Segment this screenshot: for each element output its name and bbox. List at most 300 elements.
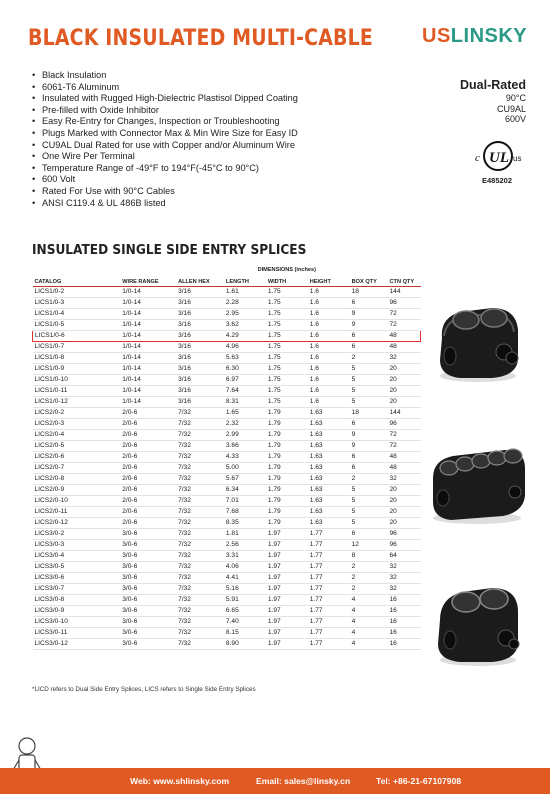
col-dimensions: DIMENSIONS (inches)	[257, 267, 316, 273]
logo-us: US	[422, 25, 451, 47]
allen-hex-cell: 3/16	[176, 286, 224, 297]
allen-hex-cell: 7/32	[176, 517, 224, 528]
length-cell: 5.16	[224, 583, 266, 594]
table-row	[33, 330, 421, 341]
feature-item: • Black Insulation	[32, 70, 298, 82]
table-row	[33, 473, 421, 484]
table-row	[33, 341, 421, 352]
length-cell: 1.61	[224, 286, 266, 297]
height-cell: 1.6	[308, 396, 350, 407]
catalog-cell: LICS1/0-3	[33, 297, 121, 308]
allen-hex-cell: 7/32	[176, 407, 224, 418]
ctn-qty-cell: 32	[388, 572, 421, 583]
width-cell: 1.97	[266, 539, 308, 550]
table-row	[33, 517, 421, 528]
wire-range-cell: 2/0-6	[120, 473, 176, 484]
height-cell: 1.77	[308, 572, 350, 583]
height-cell: 1.77	[308, 550, 350, 561]
ctn-qty-cell: 96	[388, 528, 421, 539]
width-cell: 1.75	[266, 396, 308, 407]
col-box-qty: BOX QTY	[350, 262, 388, 286]
table-title: INSULATED SINGLE SIDE ENTRY SPLICES	[32, 242, 307, 258]
wire-range-cell: 1/0-14	[120, 286, 176, 297]
table-row	[33, 638, 421, 649]
length-cell: 3.66	[224, 440, 266, 451]
wire-range-cell: 1/0-14	[120, 352, 176, 363]
footer-web[interactable]: Web: www.shlinsky.com	[130, 776, 230, 786]
allen-hex-cell: 3/16	[176, 385, 224, 396]
wire-range-cell: 1/0-14	[120, 385, 176, 396]
catalog-cell: LICS3/0-8	[33, 594, 121, 605]
width-cell: 1.97	[266, 583, 308, 594]
box-qty-cell: 4	[350, 638, 388, 649]
table-row	[33, 506, 421, 517]
box-qty-cell: 5	[350, 396, 388, 407]
wire-range-cell: 2/0-6	[120, 418, 176, 429]
wire-range-cell: 2/0-6	[120, 451, 176, 462]
ctn-qty-cell: 48	[388, 341, 421, 352]
table-row	[33, 550, 421, 561]
height-cell: 1.63	[308, 517, 350, 528]
table-row	[33, 605, 421, 616]
table-row	[33, 462, 421, 473]
feature-item: • 6061-T6 Aluminum	[32, 82, 298, 94]
feature-item: • CU9AL Dual Rated for use with Copper and/or Aluminum Wire	[32, 140, 298, 152]
length-cell: 7.40	[224, 616, 266, 627]
rating-head: Dual-Rated	[460, 78, 526, 92]
box-qty-cell: 6	[350, 462, 388, 473]
table-row	[33, 616, 421, 627]
height-cell: 1.77	[308, 638, 350, 649]
height-cell: 1.63	[308, 407, 350, 418]
catalog-cell: LICS2/0-10	[33, 495, 121, 506]
allen-hex-cell: 7/32	[176, 473, 224, 484]
box-qty-cell: 6	[350, 297, 388, 308]
ctn-qty-cell: 20	[388, 506, 421, 517]
catalog-cell: LICS2/0-11	[33, 506, 121, 517]
box-qty-cell: 2	[350, 352, 388, 363]
catalog-cell: LICS3/0-6	[33, 572, 121, 583]
height-cell: 1.77	[308, 561, 350, 572]
box-qty-cell: 2	[350, 583, 388, 594]
wire-range-cell: 3/0-6	[120, 561, 176, 572]
ctn-qty-cell: 144	[388, 407, 421, 418]
wire-range-cell: 2/0-6	[120, 517, 176, 528]
splice-table-body	[33, 286, 421, 649]
height-cell: 1.63	[308, 484, 350, 495]
allen-hex-cell: 7/32	[176, 550, 224, 561]
width-cell: 1.97	[266, 627, 308, 638]
ctn-qty-cell: 48	[388, 462, 421, 473]
catalog-cell: LICS2/0-9	[33, 484, 121, 495]
box-qty-cell: 5	[350, 517, 388, 528]
allen-hex-cell: 7/32	[176, 605, 224, 616]
ctn-qty-cell: 96	[388, 297, 421, 308]
allen-hex-cell: 7/32	[176, 418, 224, 429]
width-cell: 1.79	[266, 495, 308, 506]
ctn-qty-cell: 72	[388, 429, 421, 440]
width-cell: 1.75	[266, 297, 308, 308]
ctn-qty-cell: 72	[388, 308, 421, 319]
allen-hex-cell: 7/32	[176, 539, 224, 550]
table-row	[33, 451, 421, 462]
length-cell: 6.34	[224, 484, 266, 495]
catalog-cell: LICS1/0-10	[33, 374, 121, 385]
height-cell: 1.63	[308, 451, 350, 462]
feature-item: • Easy Re-Entry for Changes, Inspection or Troubleshooting	[32, 116, 298, 128]
allen-hex-cell: 7/32	[176, 528, 224, 539]
width-cell: 1.75	[266, 352, 308, 363]
box-qty-cell: 4	[350, 594, 388, 605]
wire-range-cell: 1/0-14	[120, 319, 176, 330]
wire-range-cell: 2/0-6	[120, 462, 176, 473]
ctn-qty-cell: 96	[388, 539, 421, 550]
rating-alloy: CU9AL	[496, 103, 526, 114]
feature-item: • Temperature Range of -49°F to 194°F(-45°C to 90°C)	[32, 163, 298, 175]
logo-rest: LINSKY	[450, 25, 528, 47]
table-row	[33, 594, 421, 605]
box-qty-cell: 5	[350, 484, 388, 495]
allen-hex-cell: 3/16	[176, 330, 224, 341]
box-qty-cell: 5	[350, 495, 388, 506]
width-cell: 1.79	[266, 429, 308, 440]
length-cell: 8.35	[224, 517, 266, 528]
table-row	[33, 418, 421, 429]
wire-range-cell: 1/0-14	[120, 308, 176, 319]
length-cell: 7.64	[224, 385, 266, 396]
allen-hex-cell: 7/32	[176, 583, 224, 594]
catalog-cell: LICS2/0-6	[33, 451, 121, 462]
catalog-cell: LICS1/0-4	[33, 308, 121, 319]
height-cell: 1.77	[308, 605, 350, 616]
col-allen-hex: ALLEN HEX	[176, 262, 224, 286]
ctn-qty-cell: 144	[388, 286, 421, 297]
page-title: BLACK INSULATED MULTI-CABLE	[28, 26, 373, 51]
length-cell: 8.31	[224, 396, 266, 407]
table-row	[33, 374, 421, 385]
height-cell: 1.6	[308, 297, 350, 308]
length-cell: 4.33	[224, 451, 266, 462]
height-cell: 1.6	[308, 385, 350, 396]
width-cell: 1.79	[266, 506, 308, 517]
feature-item: • ANSI C119.4 & UL 486B listed	[32, 198, 298, 210]
width-cell: 1.79	[266, 451, 308, 462]
box-qty-cell: 2	[350, 561, 388, 572]
allen-hex-cell: 7/32	[176, 594, 224, 605]
length-cell: 6.97	[224, 374, 266, 385]
height-cell: 1.63	[308, 440, 350, 451]
feature-item: • Pre-filled with Oxide Inhibitor	[32, 105, 298, 117]
height-cell: 1.6	[308, 363, 350, 374]
allen-hex-cell: 3/16	[176, 352, 224, 363]
table-row	[33, 429, 421, 440]
length-cell: 1.81	[224, 528, 266, 539]
table-row	[33, 385, 421, 396]
box-qty-cell: 8	[350, 550, 388, 561]
ctn-qty-cell: 72	[388, 440, 421, 451]
width-cell: 1.79	[266, 462, 308, 473]
length-cell: 8.15	[224, 627, 266, 638]
feature-item: • 600 Volt	[32, 174, 298, 186]
footer-email[interactable]: Email: sales@linsky.cn	[256, 776, 351, 786]
height-cell: 1.63	[308, 495, 350, 506]
ctn-qty-cell: 20	[388, 396, 421, 407]
box-qty-cell: 6	[350, 341, 388, 352]
table-row	[33, 561, 421, 572]
length-cell: 4.29	[224, 330, 266, 341]
width-cell: 1.97	[266, 594, 308, 605]
width-cell: 1.79	[266, 517, 308, 528]
allen-hex-cell: 3/16	[176, 396, 224, 407]
height-cell: 1.77	[308, 627, 350, 638]
ul-listed-icon	[473, 136, 523, 176]
table-row	[33, 539, 421, 550]
width-cell: 1.97	[266, 616, 308, 627]
box-qty-cell: 6	[350, 451, 388, 462]
height-cell: 1.6	[308, 319, 350, 330]
catalog-cell: LICS1/0-2	[33, 286, 121, 297]
table-row	[33, 319, 421, 330]
box-qty-cell: 6	[350, 418, 388, 429]
feature-item: • Plugs Marked with Connector Max & Min Wire Size for Easy ID	[32, 128, 298, 140]
ctn-qty-cell: 72	[388, 319, 421, 330]
allen-hex-cell: 3/16	[176, 341, 224, 352]
feature-item: • Rated For Use with 90°C Cables	[32, 186, 298, 198]
height-cell: 1.77	[308, 583, 350, 594]
height-cell: 1.6	[308, 341, 350, 352]
ctn-qty-cell: 32	[388, 473, 421, 484]
box-qty-cell: 5	[350, 506, 388, 517]
svg-text:c: c	[475, 152, 480, 164]
table-row	[33, 396, 421, 407]
box-qty-cell: 5	[350, 363, 388, 374]
height-cell: 1.77	[308, 539, 350, 550]
height-cell: 1.77	[308, 528, 350, 539]
ctn-qty-cell: 32	[388, 352, 421, 363]
table-row	[33, 352, 421, 363]
height-cell: 1.63	[308, 506, 350, 517]
wire-range-cell: 3/0-6	[120, 616, 176, 627]
ctn-qty-cell: 96	[388, 418, 421, 429]
table-row	[33, 363, 421, 374]
wire-range-cell: 1/0-14	[120, 330, 176, 341]
catalog-cell: LICS1/0-8	[33, 352, 121, 363]
allen-hex-cell: 7/32	[176, 451, 224, 462]
width-cell: 1.75	[266, 385, 308, 396]
height-cell: 1.77	[308, 594, 350, 605]
box-qty-cell: 4	[350, 627, 388, 638]
length-cell: 5.91	[224, 594, 266, 605]
wire-range-cell: 2/0-6	[120, 440, 176, 451]
width-cell: 1.97	[266, 561, 308, 572]
svg-text:us: us	[513, 154, 522, 163]
catalog-cell: LICS2/0-3	[33, 418, 121, 429]
allen-hex-cell: 7/32	[176, 506, 224, 517]
wire-range-cell: 1/0-14	[120, 374, 176, 385]
table-row	[33, 308, 421, 319]
catalog-cell: LICS2/0-7	[33, 462, 121, 473]
feature-item: • One Wire Per Terminal	[32, 151, 298, 163]
table-row	[33, 440, 421, 451]
length-cell: 2.99	[224, 429, 266, 440]
splice-2-port-image	[430, 290, 525, 390]
length-cell: 2.95	[224, 308, 266, 319]
width-cell: 1.75	[266, 374, 308, 385]
ctn-qty-cell: 48	[388, 451, 421, 462]
catalog-cell: LICS3/0-4	[33, 550, 121, 561]
wire-range-cell: 3/0-6	[120, 572, 176, 583]
length-cell: 2.32	[224, 418, 266, 429]
allen-hex-cell: 7/32	[176, 561, 224, 572]
ctn-qty-cell: 20	[388, 385, 421, 396]
height-cell: 1.6	[308, 374, 350, 385]
wire-range-cell: 3/0-6	[120, 638, 176, 649]
catalog-cell: LICS1/0-9	[33, 363, 121, 374]
ul-file-number: E485202	[482, 176, 513, 185]
ctn-qty-cell: 32	[388, 583, 421, 594]
box-qty-cell: 5	[350, 385, 388, 396]
allen-hex-cell: 3/16	[176, 308, 224, 319]
allen-hex-cell: 7/32	[176, 616, 224, 627]
table-row	[33, 528, 421, 539]
col-length: LENGTH	[224, 274, 266, 286]
ctn-qty-cell: 16	[388, 638, 421, 649]
width-cell: 1.97	[266, 528, 308, 539]
allen-hex-cell: 3/16	[176, 374, 224, 385]
splice-5-port-image	[425, 438, 530, 528]
box-qty-cell: 9	[350, 319, 388, 330]
catalog-cell: LICS1/0-5	[33, 319, 121, 330]
catalog-cell: LICS3/0-11	[33, 627, 121, 638]
footer-tel: Tel: +86-21-67107908	[376, 776, 462, 786]
table-row	[33, 583, 421, 594]
width-cell: 1.75	[266, 308, 308, 319]
allen-hex-cell: 3/16	[176, 297, 224, 308]
box-qty-cell: 9	[350, 429, 388, 440]
allen-hex-cell: 7/32	[176, 484, 224, 495]
allen-hex-cell: 7/32	[176, 429, 224, 440]
box-qty-cell: 4	[350, 616, 388, 627]
wire-range-cell: 1/0-14	[120, 341, 176, 352]
wire-range-cell: 1/0-14	[120, 363, 176, 374]
allen-hex-cell: 3/16	[176, 319, 224, 330]
catalog-cell: LICS2/0-8	[33, 473, 121, 484]
ctn-qty-cell: 20	[388, 374, 421, 385]
ctn-qty-cell: 20	[388, 517, 421, 528]
catalog-cell: LICS1/0-11	[33, 385, 121, 396]
ctn-qty-cell: 16	[388, 627, 421, 638]
width-cell: 1.75	[266, 341, 308, 352]
box-qty-cell: 6	[350, 528, 388, 539]
col-height: HEIGHT	[308, 274, 350, 286]
width-cell: 1.79	[266, 473, 308, 484]
splice-table-wrap	[32, 262, 421, 650]
catalog-cell: LICS1/0-7	[33, 341, 121, 352]
width-cell: 1.75	[266, 286, 308, 297]
wire-range-cell: 3/0-6	[120, 583, 176, 594]
length-cell: 5.67	[224, 473, 266, 484]
box-qty-cell: 2	[350, 473, 388, 484]
contact-footer	[0, 768, 550, 794]
width-cell: 1.75	[266, 330, 308, 341]
rating-temp: 90°C	[505, 93, 526, 103]
box-qty-cell: 18	[350, 407, 388, 418]
ctn-qty-cell: 20	[388, 363, 421, 374]
allen-hex-cell: 7/32	[176, 440, 224, 451]
height-cell: 1.6	[308, 286, 350, 297]
width-cell: 1.97	[266, 605, 308, 616]
height-cell: 1.63	[308, 473, 350, 484]
wire-range-cell: 2/0-6	[120, 429, 176, 440]
height-cell: 1.63	[308, 418, 350, 429]
table-row	[33, 286, 421, 297]
ctn-qty-cell: 32	[388, 561, 421, 572]
catalog-cell: LICS3/0-2	[33, 528, 121, 539]
table-row	[33, 495, 421, 506]
length-cell: 3.31	[224, 550, 266, 561]
box-qty-cell: 9	[350, 308, 388, 319]
wire-range-cell: 2/0-6	[120, 484, 176, 495]
length-cell: 2.28	[224, 297, 266, 308]
length-cell: 7.68	[224, 506, 266, 517]
height-cell: 1.6	[308, 352, 350, 363]
brand-logo	[422, 25, 527, 48]
col-width: WIDTH	[266, 274, 308, 286]
length-cell: 3.62	[224, 319, 266, 330]
width-cell: 1.75	[266, 363, 308, 374]
length-cell: 1.65	[224, 407, 266, 418]
length-cell: 4.96	[224, 341, 266, 352]
width-cell: 1.97	[266, 572, 308, 583]
svg-text:UL: UL	[489, 150, 509, 166]
length-cell: 7.01	[224, 495, 266, 506]
length-cell: 8.90	[224, 638, 266, 649]
catalog-cell: LICS3/0-12	[33, 638, 121, 649]
allen-hex-cell: 7/32	[176, 638, 224, 649]
rating-volt: 600V	[504, 114, 526, 124]
box-qty-cell: 18	[350, 286, 388, 297]
catalog-cell: LICS2/0-4	[33, 429, 121, 440]
table-row	[33, 572, 421, 583]
col-catalog: CATALOG	[33, 262, 121, 286]
width-cell: 1.79	[266, 418, 308, 429]
width-cell: 1.79	[266, 440, 308, 451]
ctn-qty-cell: 20	[388, 484, 421, 495]
ctn-qty-cell: 16	[388, 616, 421, 627]
allen-hex-cell: 7/32	[176, 495, 224, 506]
col-wire-range: WIRE RANGE	[120, 262, 176, 286]
allen-hex-cell: 7/32	[176, 627, 224, 638]
catalog-cell: LICS1/0-6	[33, 330, 121, 341]
wire-range-cell: 2/0-6	[120, 506, 176, 517]
wire-range-cell: 3/0-6	[120, 594, 176, 605]
height-cell: 1.63	[308, 429, 350, 440]
length-cell: 4.41	[224, 572, 266, 583]
wire-range-cell: 3/0-6	[120, 627, 176, 638]
width-cell: 1.97	[266, 550, 308, 561]
splice-2-port-large-image	[430, 572, 525, 672]
table-footnote: *LICD refers to Dual Side Entry Splices, LICS refers to Single Side Entry Splices	[32, 686, 256, 693]
box-qty-cell: 12	[350, 539, 388, 550]
table-row	[33, 627, 421, 638]
catalog-cell: LICS2/0-2	[33, 407, 121, 418]
length-cell: 2.56	[224, 539, 266, 550]
allen-hex-cell: 7/32	[176, 462, 224, 473]
rating-block	[460, 78, 526, 125]
catalog-cell: LICS3/0-7	[33, 583, 121, 594]
splice-table	[32, 262, 421, 650]
catalog-cell: LICS1/0-12	[33, 396, 121, 407]
